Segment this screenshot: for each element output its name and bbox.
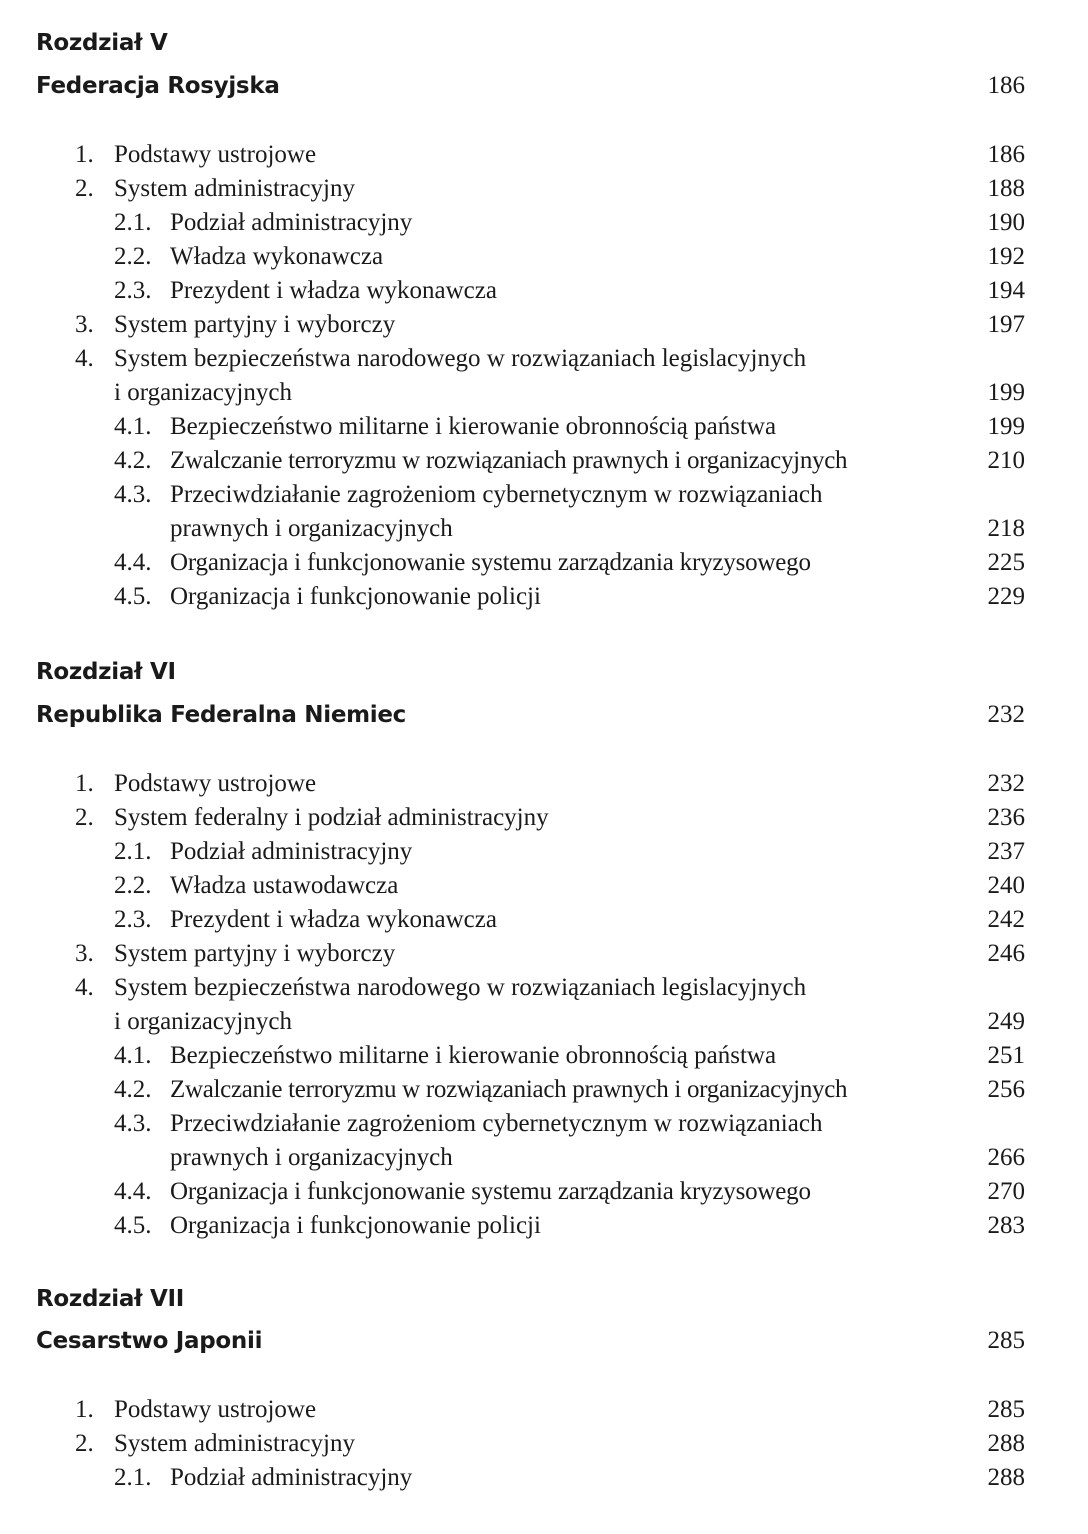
chapter-title-row (0, 1326, 1088, 1356)
toc-entry (0, 1393, 1088, 1427)
toc-entry (0, 835, 1088, 869)
entry-page-number: 266 (987, 1144, 1025, 1171)
toc-entry (0, 342, 1088, 410)
entry-number: 3. (75, 940, 94, 967)
entry-text-line-1: System bezpieczeństwa narodowego w rozwiązaniach legislacyjnych (114, 345, 807, 372)
chapter-title: Cesarstwo Japonii (36, 1328, 263, 1354)
entry-number: 1. (75, 1396, 94, 1423)
entry-page-number: 288 (987, 1430, 1025, 1457)
toc-entry (0, 1175, 1088, 1209)
entry-page-number: 190 (987, 209, 1025, 236)
chapter-page-number: 285 (987, 1327, 1025, 1354)
entry-number: 4. (75, 974, 94, 1001)
chapter-label: Rozdział VII (36, 1286, 185, 1312)
entry-page-number: 188 (987, 175, 1025, 202)
entry-text: Podstawy ustrojowe (114, 1396, 317, 1423)
entry-number: 4.3. (114, 481, 152, 508)
chapter-label: Rozdział VI (36, 659, 176, 685)
entry-page-number: 288 (987, 1464, 1025, 1491)
entry-text: Podział administracyjny (170, 1464, 413, 1491)
entry-number: 4.5. (114, 1212, 152, 1239)
entry-number: 2.2. (114, 243, 152, 270)
entry-number: 2. (75, 175, 94, 202)
chapter-page-number: 186 (987, 72, 1025, 99)
entry-number: 2. (75, 1430, 94, 1457)
entry-page-number: 236 (987, 804, 1025, 831)
entry-number: 4.5. (114, 583, 152, 610)
entry-text-line-2: prawnych i organizacyjnych (170, 515, 453, 542)
entry-text: Organizacja i funkcjonowanie policji (170, 583, 541, 610)
toc-entry (0, 767, 1088, 801)
entry-number: 4.4. (114, 549, 152, 576)
entry-text: Władza wykonawcza (170, 243, 384, 270)
chapter-title-row (0, 700, 1088, 730)
toc-entry (0, 308, 1088, 342)
entry-text: System administracyjny (114, 175, 355, 202)
entry-text: Podział administracyjny (170, 838, 413, 865)
chapter-title-row (0, 71, 1088, 101)
entry-text: System federalny i podział administracyjny (114, 804, 549, 831)
entry-text: Władza ustawodawcza (170, 872, 399, 899)
entry-page-number: 199 (987, 413, 1025, 440)
entry-text: Organizacja i funkcjonowanie systemu zarządzania kryzysowego (170, 549, 811, 576)
entry-page-number: 246 (987, 940, 1025, 967)
toc-entry (0, 410, 1088, 444)
entry-page-number: 197 (987, 311, 1025, 338)
entry-number: 1. (75, 141, 94, 168)
entry-page-number: 192 (987, 243, 1025, 270)
toc-entry (0, 1209, 1088, 1243)
entry-page-number: 232 (987, 770, 1025, 797)
entry-text (114, 971, 806, 1039)
entry-text-line-1: System bezpieczeństwa narodowego w rozwiązaniach legislacyjnych (114, 974, 807, 1001)
toc-entry (0, 903, 1088, 937)
toc-entry (0, 444, 1088, 478)
entry-text: Bezpieczeństwo militarne i kierowanie obronnością państwa (170, 1042, 777, 1069)
entry-page-number: 249 (987, 1008, 1025, 1035)
toc-entry (0, 172, 1088, 206)
toc-entry (0, 1039, 1088, 1073)
entry-text: Organizacja i funkcjonowanie policji (170, 1212, 541, 1239)
entry-page-number: 242 (987, 906, 1025, 933)
toc-entry (0, 971, 1088, 1039)
entry-text: System partyjny i wyborczy (114, 311, 396, 338)
entry-page-number: 210 (987, 447, 1025, 474)
entry-number: 2. (75, 804, 94, 831)
toc-entry (0, 478, 1088, 546)
entry-number: 2.2. (114, 872, 152, 899)
entry-text: Podstawy ustrojowe (114, 770, 317, 797)
chapter-title: Federacja Rosyjska (36, 73, 280, 99)
entry-page-number: 285 (987, 1396, 1025, 1423)
toc-entry (0, 206, 1088, 240)
toc-entry (0, 1107, 1088, 1175)
entry-text: Podział administracyjny (170, 209, 413, 236)
entry-text: Organizacja i funkcjonowanie systemu zarządzania kryzysowego (170, 1178, 811, 1205)
chapter-page-number: 232 (987, 701, 1025, 728)
entry-text: Zwalczanie terroryzmu w rozwiązaniach prawnych i organizacyjnych (170, 447, 848, 474)
entry-number: 4.3. (114, 1110, 152, 1137)
entry-number: 2.3. (114, 277, 152, 304)
entry-text: Prezydent i władza wykonawcza (170, 277, 497, 304)
entry-page-number: 186 (987, 141, 1025, 168)
entry-number: 2.1. (114, 838, 152, 865)
entry-page-number: 194 (987, 277, 1025, 304)
entry-number: 2.3. (114, 906, 152, 933)
entry-text: System partyjny i wyborczy (114, 940, 396, 967)
chapter-title: Republika Federalna Niemiec (36, 702, 407, 728)
entry-text: Podstawy ustrojowe (114, 141, 317, 168)
entry-text-line-2: prawnych i organizacyjnych (170, 1144, 453, 1171)
entry-number: 2.1. (114, 209, 152, 236)
entry-number: 4.1. (114, 413, 152, 440)
entry-number: 3. (75, 311, 94, 338)
toc-entry (0, 937, 1088, 971)
toc-entry (0, 1073, 1088, 1107)
entry-page-number: 256 (987, 1076, 1025, 1103)
entry-page-number: 237 (987, 838, 1025, 865)
entry-text: Zwalczanie terroryzmu w rozwiązaniach prawnych i organizacyjnych (170, 1076, 848, 1103)
entry-text-line-1: Przeciwdziałanie zagrożeniom cybernetycznym w rozwiązaniach (170, 481, 823, 508)
entry-page-number: 240 (987, 872, 1025, 899)
entry-text (114, 342, 806, 410)
toc-entry (0, 274, 1088, 308)
entry-text (170, 1107, 822, 1175)
entry-text (170, 478, 822, 546)
toc-entry (0, 546, 1088, 580)
entry-number: 2.1. (114, 1464, 152, 1491)
toc-entry (0, 580, 1088, 614)
toc-entry (0, 801, 1088, 835)
toc-entry (0, 1461, 1088, 1495)
entry-page-number: 225 (987, 549, 1025, 576)
entry-number: 4.4. (114, 1178, 152, 1205)
entry-page-number: 283 (987, 1212, 1025, 1239)
entry-number: 1. (75, 770, 94, 797)
entry-text-line-1: Przeciwdziałanie zagrożeniom cybernetycznym w rozwiązaniach (170, 1110, 823, 1137)
entry-text-line-2: i organizacyjnych (114, 379, 292, 406)
entry-page-number: 270 (987, 1178, 1025, 1205)
chapter-label: Rozdział V (36, 30, 168, 56)
entry-page-number: 218 (987, 515, 1025, 542)
entry-number: 4.2. (114, 447, 152, 474)
entry-number: 4. (75, 345, 94, 372)
entry-page-number: 251 (987, 1042, 1025, 1069)
entry-number: 4.1. (114, 1042, 152, 1069)
entry-text: System administracyjny (114, 1430, 355, 1457)
toc-entry (0, 138, 1088, 172)
toc-entry (0, 869, 1088, 903)
entry-page-number: 199 (987, 379, 1025, 406)
entry-text: Prezydent i władza wykonawcza (170, 906, 497, 933)
toc-entry (0, 1427, 1088, 1461)
toc-entry (0, 240, 1088, 274)
entry-number: 4.2. (114, 1076, 152, 1103)
entry-page-number: 229 (987, 583, 1025, 610)
entry-text-line-2: i organizacyjnych (114, 1008, 292, 1035)
entry-text: Bezpieczeństwo militarne i kierowanie obronnością państwa (170, 413, 777, 440)
